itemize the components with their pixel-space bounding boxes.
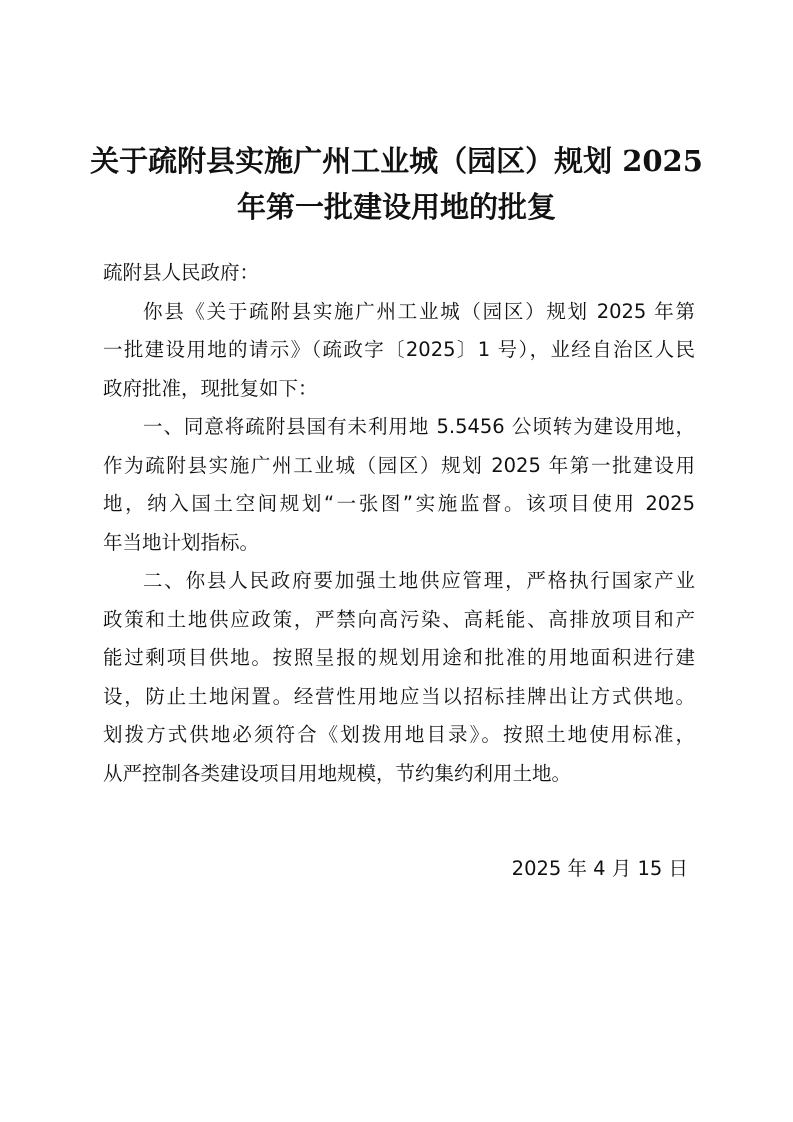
salutation: 疏附县人民政府： — [103, 261, 260, 284]
paragraph-line: 年当地计划指标。 — [103, 530, 260, 554]
document-body — [103, 254, 695, 793]
paragraph-line: 一批建设用地的请示》（疏政字〔2025〕1 号），业经自治区人民 — [103, 338, 695, 361]
paragraph-2 — [103, 408, 695, 562]
document-date: 2025 年 4 月 15 日 — [511, 857, 688, 880]
paragraph-3 — [103, 562, 695, 793]
paragraph-line: 你县《关于疏附县实施广州工业城（园区）规划 2025 年第 — [143, 299, 695, 323]
paragraph-line: 能过剩项目供地。按照呈报的规划用途和批准的用地面积进行建 — [103, 646, 695, 669]
title-line-1: 关于疏附县实施广州工业城（园区）规划 2025 — [90, 144, 703, 178]
paragraph-line: 一、同意将疏附县国有未利用地 5.5456 公顷转为建设用地， — [143, 415, 695, 438]
title-line-2: 年第一批建设用地的批复 — [236, 190, 556, 224]
paragraph-line: 政府批准，现批复如下： — [103, 376, 318, 400]
paragraph-line: 设，防止土地闲置。经营性用地应当以招标挂牌出让方式供地。 — [103, 684, 695, 708]
paragraph-line: 划拨方式供地必须符合《划拨用地目录》。按照土地使用标准， — [103, 723, 695, 746]
document-title — [60, 138, 733, 230]
paragraph-line: 二、你县人民政府要加强土地供应管理，严格执行国家产业 — [143, 569, 695, 592]
paragraph-1 — [103, 293, 695, 409]
paragraph-line: 政策和土地供应政策，严禁向高污染、高耗能、高排放项目和产 — [103, 607, 695, 631]
paragraph-line: 地，纳入国土空间规划“一张图”实施监督。该项目使用 2025 — [103, 492, 695, 515]
paragraph-line: 作为疏附县实施广州工业城（园区）规划 2025 年第一批建设用 — [103, 453, 695, 477]
paragraph-line: 从严控制各类建设项目用地规模，节约集约利用土地。 — [103, 761, 572, 785]
